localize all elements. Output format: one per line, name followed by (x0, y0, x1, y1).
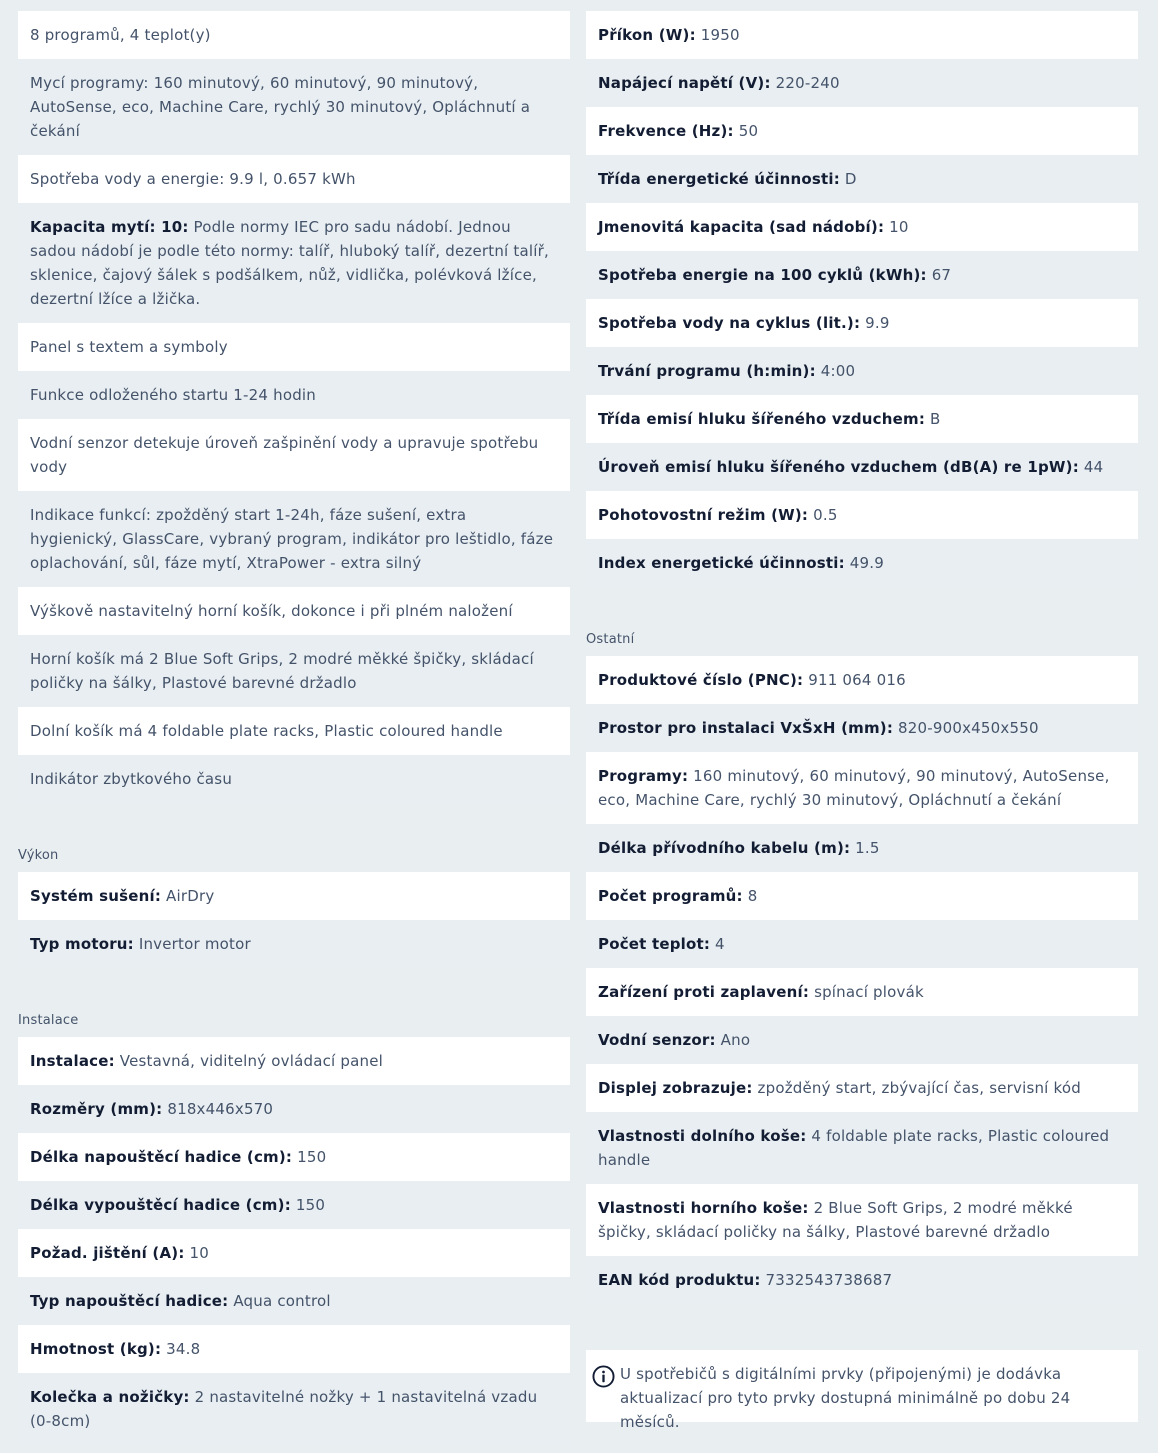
spec-label: Instalace: (30, 1052, 115, 1070)
instalace-list (18, 1037, 570, 1445)
spec-label: Úroveň emisí hluku šířeného vzduchem (dB(A) re 1pW): (598, 458, 1079, 476)
spec-label: Zařízení proti zaplavení: (598, 983, 810, 1001)
spec-value: 220-240 (775, 74, 840, 92)
spec-row (586, 251, 1138, 299)
spec-value: 10 (189, 1244, 209, 1262)
spec-value: 8 (747, 887, 758, 905)
spec-row (586, 1184, 1138, 1256)
spec-label: Prostor pro instalaci VxŠxH (mm): (598, 719, 894, 737)
feature-text: Mycí programy: 160 minutový, 60 minutový, 90 minutový, AutoSense, eco, Machine Care, rychlý 30 minutový, Opláchnutí a čekání (30, 74, 531, 140)
feature-row (18, 59, 570, 155)
spec-row (586, 11, 1138, 59)
spec-row (586, 920, 1138, 968)
spec-label: Napájecí napětí (V): (598, 74, 771, 92)
spec-row (586, 347, 1138, 395)
feature-text: Panel s textem a symboly (30, 338, 228, 356)
spec-label: Délka přívodního kabelu (m): (598, 839, 851, 857)
spec-row (586, 395, 1138, 443)
spec-row (18, 1037, 570, 1085)
spec-row (586, 155, 1138, 203)
spec-label: Hmotnost (kg): (30, 1340, 162, 1358)
feature-row (18, 491, 570, 587)
spec-row (586, 299, 1138, 347)
feature-text: Indikátor zbytkového času (30, 770, 233, 788)
spec-row (18, 1277, 570, 1325)
feature-row (18, 11, 570, 59)
spec-value: 150 (295, 1196, 326, 1214)
right-column (586, 11, 1138, 1431)
spec-value: 160 minutový, 60 minutový, 90 minutový, AutoSense, eco, Machine Care, rychlý 30 minutový, Opláchnutí a čekání (598, 767, 1110, 809)
spec-label: Třída energetické účinnosti: (598, 170, 840, 188)
spec-value: 34.8 (166, 1340, 201, 1358)
spec-row (586, 824, 1138, 872)
spec-value: 1.5 (855, 839, 880, 857)
spec-value: 0.5 (813, 506, 838, 524)
spec-value: B (929, 410, 941, 428)
spec-row (586, 539, 1138, 587)
feature-label: Kapacita mytí: 10: (30, 218, 189, 236)
spec-label: Počet teplot: (598, 935, 711, 953)
notice-text: U spotřebičů s digitálními prvky (připojenými) je dodávka aktualizací pro tyto prvky dostupná minimálně po dobu 24 měsíců. (620, 1365, 1071, 1431)
spec-label: Příkon (W): (598, 26, 696, 44)
spec-value: 2 Blue Soft Grips, 2 modré měkké špičky, skládací poličky na šálky, Plastové barevné držadlo (598, 1199, 1073, 1241)
spec-label: Index energetické účinnosti: (598, 554, 845, 572)
feature-text: Výškově nastavitelný horní košík, dokonce i při plném naložení (30, 602, 513, 620)
feature-row (18, 635, 570, 707)
section-heading-instalace: Instalace (18, 1013, 79, 1028)
spec-label: Požad. jištění (A): (30, 1244, 185, 1262)
feature-text: Indikace funkcí: zpožděný start 1-24h, fáze sušení, extra hygienický, GlassCare, vybraný program, indikátor pro leštidlo, fáze oplachování, sůl, fáze mytí, XtraPower - extra silný (30, 506, 554, 572)
feature-text: Funkce odloženého startu 1-24 hodin (30, 386, 316, 404)
spec-row (586, 752, 1138, 824)
spec-label: Spotřeba vody na cyklus (lit.): (598, 314, 861, 332)
feature-text: 8 programů, 4 teplot(y) (30, 26, 211, 44)
spec-row (586, 491, 1138, 539)
spec-row (586, 107, 1138, 155)
feature-row (18, 323, 570, 371)
spec-row (586, 203, 1138, 251)
spec-row (18, 872, 570, 920)
section-heading-ostatni: Ostatní (586, 632, 635, 647)
spec-value: 7332543738687 (765, 1271, 893, 1289)
spec-row (586, 968, 1138, 1016)
spec-label: Produktové číslo (PNC): (598, 671, 804, 689)
spec-row (586, 704, 1138, 752)
spec-value: D (844, 170, 857, 188)
spec-value: 911 064 016 (808, 671, 906, 689)
spec-row (586, 443, 1138, 491)
spec-row (18, 1229, 570, 1277)
spec-label: Programy: (598, 767, 689, 785)
spec-label: Frekvence (Hz): (598, 122, 734, 140)
spec-value: 4:00 (820, 362, 856, 380)
vykon-list (18, 872, 570, 968)
feature-row (18, 371, 570, 419)
spec-value: 150 (297, 1148, 327, 1166)
feature-text: Horní košík má 2 Blue Soft Grips, 2 modré měkké špičky, skládací poličky na šálky, Plastové barevné držadlo (30, 650, 534, 692)
spec-value: 67 (931, 266, 952, 284)
features-list (18, 11, 570, 803)
feature-row (18, 155, 570, 203)
spec-label: Typ napouštěcí hadice: (30, 1292, 229, 1310)
spec-value: Ano (720, 1031, 751, 1049)
spec-row (586, 1112, 1138, 1184)
spec-row (18, 1373, 570, 1445)
spec-value: 10 (889, 218, 909, 236)
feature-row (18, 707, 570, 755)
spec-value: 4 foldable plate racks, Plastic coloured handle (598, 1127, 1110, 1169)
spec-label: Jmenovitá kapacita (sad nádobí): (598, 218, 885, 236)
spec-value: Aqua control (233, 1292, 331, 1310)
info-icon (592, 1365, 615, 1388)
spec-label: Kolečka a nožičky: (30, 1388, 190, 1406)
spec-value: AirDry (166, 887, 215, 905)
spec-label: EAN kód produktu: (598, 1271, 761, 1289)
spec-label: Délka napouštěcí hadice (cm): (30, 1148, 293, 1166)
feature-row (18, 755, 570, 803)
spec-label: Délka vypouštěcí hadice (cm): (30, 1196, 291, 1214)
spec-label: Rozměry (mm): (30, 1100, 163, 1118)
spec-value: zpožděný start, zbývající čas, servisní kód (757, 1079, 1081, 1097)
spec-row (586, 1064, 1138, 1112)
spec-label: Displej zobrazuje: (598, 1079, 753, 1097)
spec-row (586, 59, 1138, 107)
spec-row (18, 1181, 570, 1229)
spec-row (18, 1133, 570, 1181)
spec-row (586, 1256, 1138, 1304)
spec-value: 2 nastavitelné nožky + 1 nastavitelná vzadu (0-8cm) (30, 1388, 538, 1430)
feature-text: Podle normy IEC pro sadu nádobí. Jednou sadou nádobí je podle této normy: talíř, hluboký talíř, dezertní talíř, sklenice, čajový šálek s podšálkem, nůž, vidlička, polévková lžíce, dezertní lžíce a lžička. (30, 218, 549, 308)
spec-label: Pohotovostní režim (W): (598, 506, 809, 524)
digital-updates-notice (586, 1350, 1138, 1431)
spec-value: 818x446x570 (167, 1100, 274, 1118)
feature-text: Spotřeba vody a energie: 9.9 l, 0.657 kWh (30, 170, 356, 188)
spec-value: 1950 (700, 26, 740, 44)
feature-row (18, 203, 570, 323)
feature-row (18, 587, 570, 635)
energie-list (586, 11, 1138, 587)
spec-value: Vestavná, viditelný ovládací panel (119, 1052, 383, 1070)
spec-value: 820-900x450x550 (898, 719, 1039, 737)
spec-label: Vlastnosti horního koše: (598, 1199, 809, 1217)
spec-label: Vodní senzor: (598, 1031, 716, 1049)
spec-label: Počet programů: (598, 887, 743, 905)
spec-label: Spotřeba energie na 100 cyklů (kWh): (598, 266, 927, 284)
spec-value: 49.9 (849, 554, 884, 572)
spec-value: 50 (738, 122, 759, 140)
section-heading-vykon: Výkon (18, 848, 59, 863)
feature-text: Vodní senzor detekuje úroveň zašpinění vody a upravuje spotřebu vody (30, 434, 539, 476)
spec-row (18, 1085, 570, 1133)
spec-row (586, 1016, 1138, 1064)
spec-label: Typ motoru: (30, 935, 134, 953)
feature-row (18, 419, 570, 491)
spec-value: 9.9 (865, 314, 890, 332)
spec-label: Vlastnosti dolního koše: (598, 1127, 807, 1145)
feature-text: Dolní košík má 4 foldable plate racks, Plastic coloured handle (30, 722, 503, 740)
ostatni-list (586, 656, 1138, 1304)
spec-value: 44 (1083, 458, 1104, 476)
spec-label: Trvání programu (h:min): (598, 362, 816, 380)
left-column (18, 11, 570, 1445)
spec-row (18, 1325, 570, 1373)
spec-row (586, 872, 1138, 920)
spec-value: spínací plovák (814, 983, 924, 1001)
spec-value: 4 (715, 935, 725, 953)
spec-value: Invertor motor (138, 935, 251, 953)
spec-label: Třída emisí hluku šířeného vzduchem: (598, 410, 926, 428)
spec-row (586, 656, 1138, 704)
spec-row (18, 920, 570, 968)
spec-label: Systém sušení: (30, 887, 162, 905)
